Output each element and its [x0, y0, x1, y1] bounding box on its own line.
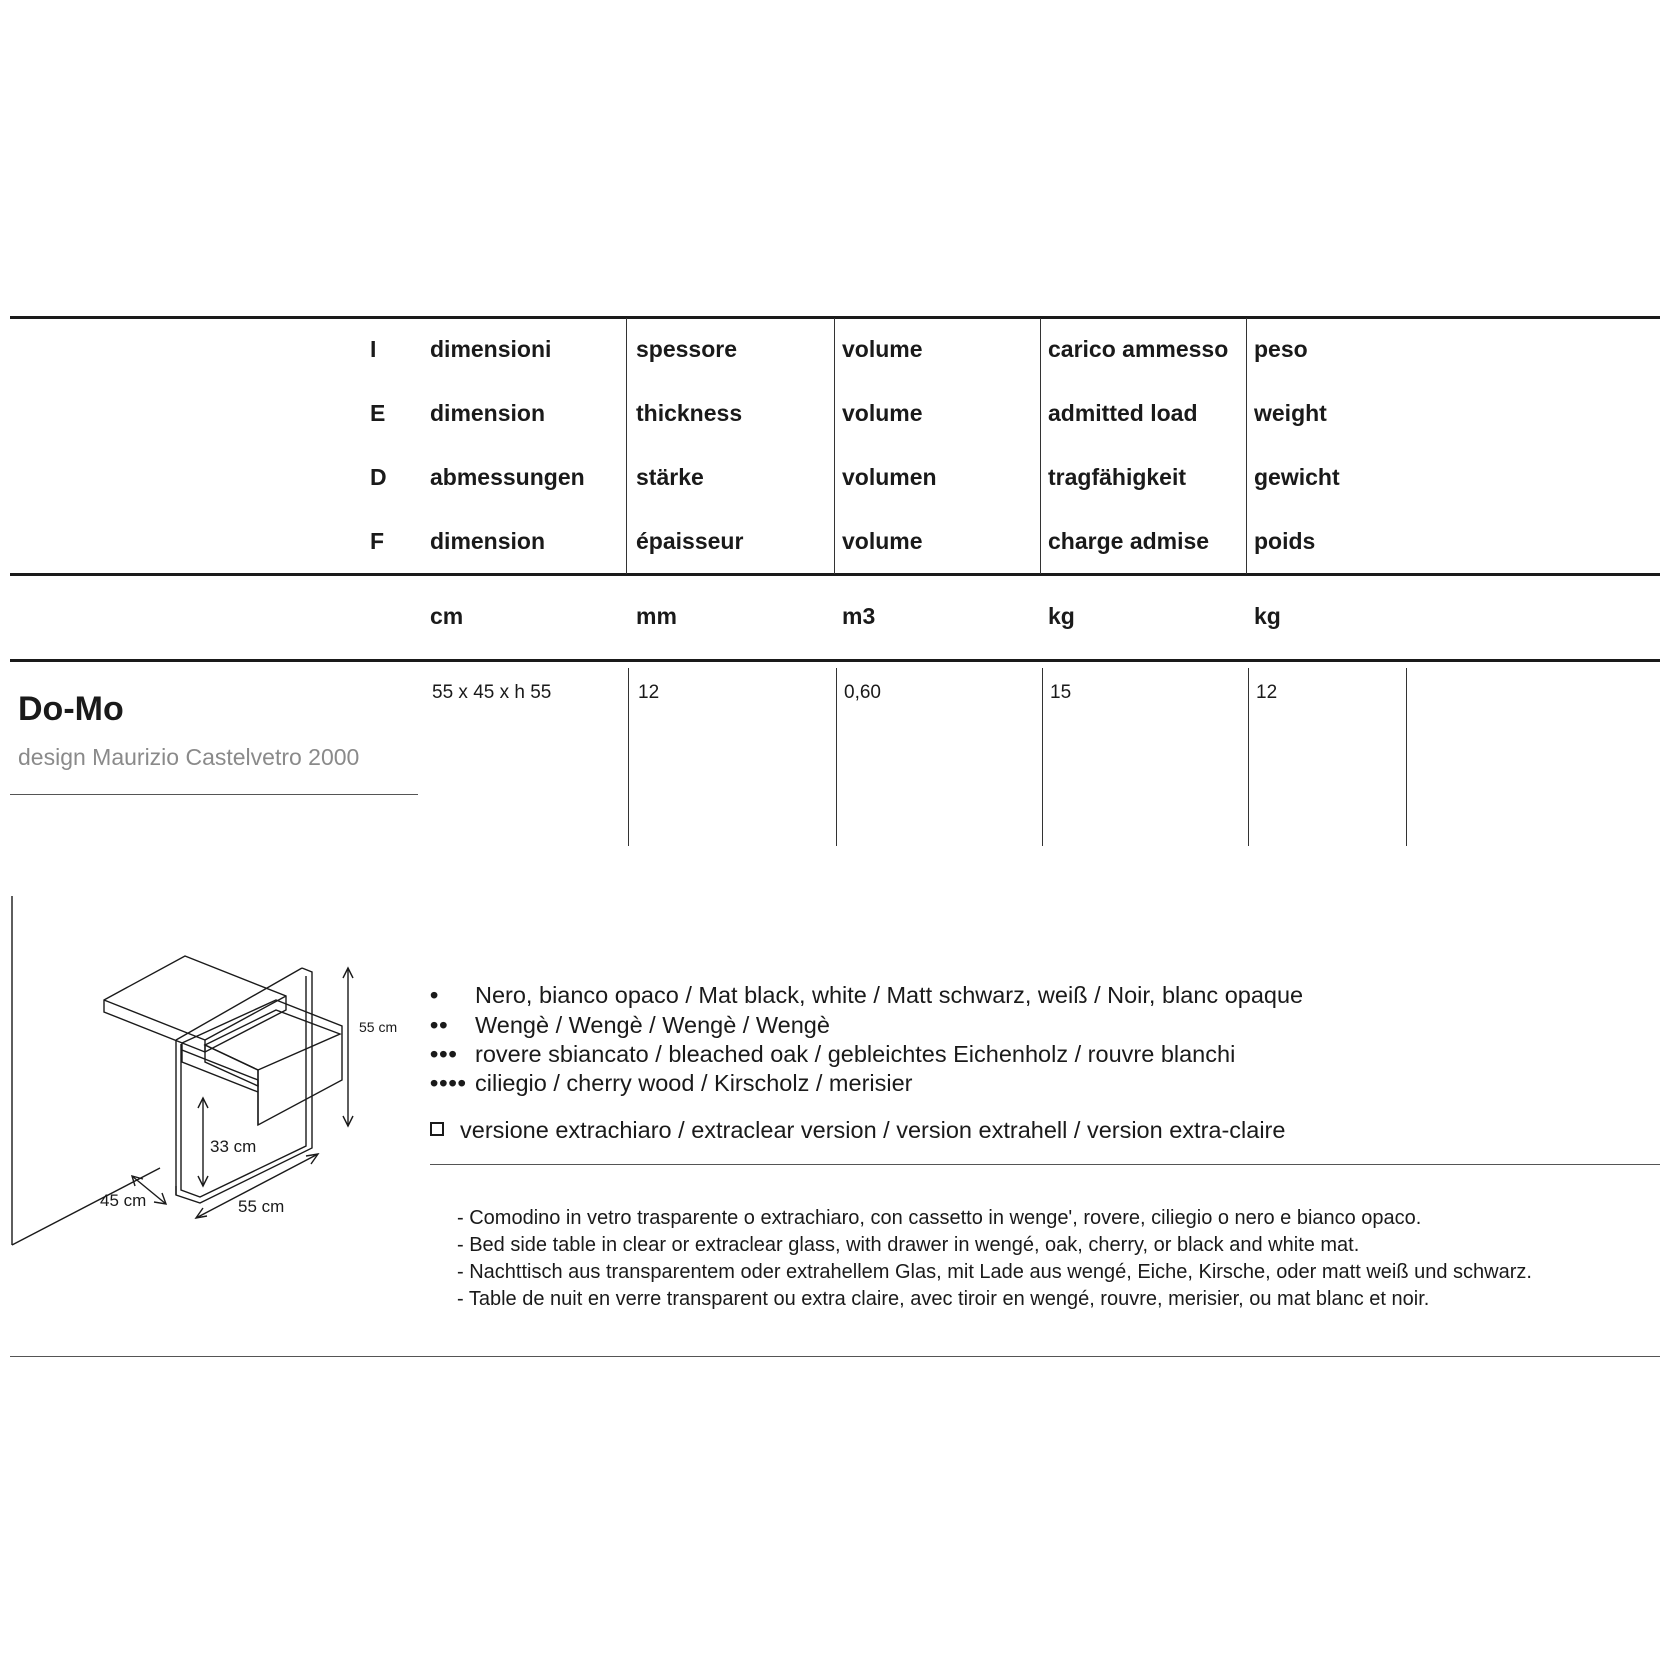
- value-volume: 0,60: [844, 682, 881, 703]
- unit-weight: kg: [1254, 603, 1281, 629]
- header-col-divider: [834, 318, 835, 574]
- bedside-table-drawing: [0, 890, 420, 1260]
- lang-code-i: I: [370, 336, 377, 362]
- header-thickness-it: spessore: [636, 336, 738, 362]
- header-thickness-en: thickness: [636, 400, 743, 426]
- header-load-it: carico ammesso: [1048, 336, 1229, 362]
- header-col-divider: [626, 318, 627, 574]
- finish-text: Nero, bianco opaco / Mat black, white / Matt schwarz, weiß / Noir, blanc opaque: [475, 982, 1304, 1008]
- header-volume-fr: volume: [842, 528, 923, 554]
- header-thickness-fr: épaisseur: [636, 528, 744, 554]
- header-dimensions-de: abmessungen: [430, 464, 585, 490]
- unit-volume: m3: [842, 603, 876, 629]
- finish-text: ciliegio / cherry wood / Kirscholz / merisier: [475, 1070, 913, 1096]
- value-col-divider: [1248, 668, 1249, 846]
- value-load: 15: [1050, 682, 1072, 703]
- header-volume-en: volume: [842, 400, 923, 426]
- finish-dots: •••: [430, 1041, 458, 1067]
- top-rule: [10, 316, 1660, 319]
- header-dimensions-fr: dimension: [430, 528, 546, 554]
- glass-version: [430, 1117, 1285, 1144]
- finish-text: Wengè / Wengè / Wengè / Wengè: [475, 1012, 830, 1038]
- value-thickness: 12: [638, 682, 660, 703]
- value-weight: 12: [1256, 682, 1278, 703]
- header-volume-de: volumen: [842, 464, 937, 490]
- description-en: - Bed side table in clear or extraclear glass, with drawer in wengé, oak, cherry, or black and white mat.: [457, 1234, 1360, 1256]
- value-dimensions: 55 x 45 x h 55: [432, 682, 552, 703]
- description-de: - Nachttisch aus transparentem oder extrahellem Glas, mit Lade aus wengé, Eiche, Kirsche, oder matt weiß und schwarz.: [457, 1261, 1532, 1283]
- header-col-divider: [1040, 318, 1041, 574]
- header-col-divider: [1246, 318, 1247, 574]
- unit-dimensions: cm: [430, 603, 464, 629]
- product-name: Do-Mo: [18, 690, 124, 728]
- finish-dots: ••: [430, 1012, 449, 1038]
- description-it: - Comodino in vetro trasparente o extrachiaro, con cassetto in wenge', rovere, ciliegio o nero e bianco opaco.: [457, 1207, 1422, 1229]
- description-fr: - Table de nuit en verre transparent ou extra claire, avec tiroir en wengé, rouvre, merisier, ou mat blanc et noir.: [457, 1288, 1430, 1310]
- finish-item: [430, 982, 1303, 1009]
- lang-code-e: E: [370, 400, 386, 426]
- unit-thickness: mm: [636, 603, 677, 629]
- glass-version-text: versione extrachiaro / extraclear version / version extrahell / version extra-claire: [460, 1117, 1286, 1143]
- lang-code-f: F: [370, 528, 385, 554]
- height-dim-label: 55 cm: [359, 1019, 398, 1035]
- finish-item: [430, 1041, 1235, 1068]
- header-weight-de: gewicht: [1254, 464, 1340, 490]
- finish-dots: •: [430, 982, 440, 1008]
- finish-text: rovere sbiancato / bleached oak / gebleichtes Eichenholz / rouvre blanchi: [475, 1041, 1236, 1067]
- header-load-de: tragfähigkeit: [1048, 464, 1187, 490]
- header-weight-fr: poids: [1254, 528, 1316, 554]
- value-col-divider: [628, 668, 629, 846]
- header-dimensions-en: dimension: [430, 400, 546, 426]
- header-weight-en: weight: [1254, 400, 1327, 426]
- lang-code-d: D: [370, 464, 387, 490]
- depth-dim-label: 45 cm: [100, 1191, 147, 1210]
- value-col-divider: [1406, 668, 1407, 846]
- units-bottom-rule: [10, 659, 1660, 662]
- value-col-divider: [1042, 668, 1043, 846]
- header-load-fr: charge admise: [1048, 528, 1210, 554]
- square-icon: [430, 1122, 444, 1136]
- finish-item: [430, 1012, 830, 1039]
- bottom-rule: [10, 1356, 1660, 1357]
- drawer-dim-label: 33 cm: [210, 1137, 257, 1156]
- header-weight-it: peso: [1254, 336, 1308, 362]
- finish-dots: ••••: [430, 1070, 467, 1096]
- header-thickness-de: stärke: [636, 464, 704, 490]
- header-volume-it: volume: [842, 336, 923, 362]
- header-load-en: admitted load: [1048, 400, 1198, 426]
- finishes-rule: [430, 1164, 1660, 1165]
- header-dimensions-it: dimensioni: [430, 336, 552, 362]
- unit-load: kg: [1048, 603, 1075, 629]
- product-underline: [10, 794, 418, 795]
- width-dim-label: 55 cm: [238, 1197, 285, 1216]
- value-col-divider: [836, 668, 837, 846]
- finish-item: [430, 1070, 913, 1097]
- product-designer: design Maurizio Castelvetro 2000: [18, 744, 360, 770]
- header-bottom-rule: [10, 573, 1660, 576]
